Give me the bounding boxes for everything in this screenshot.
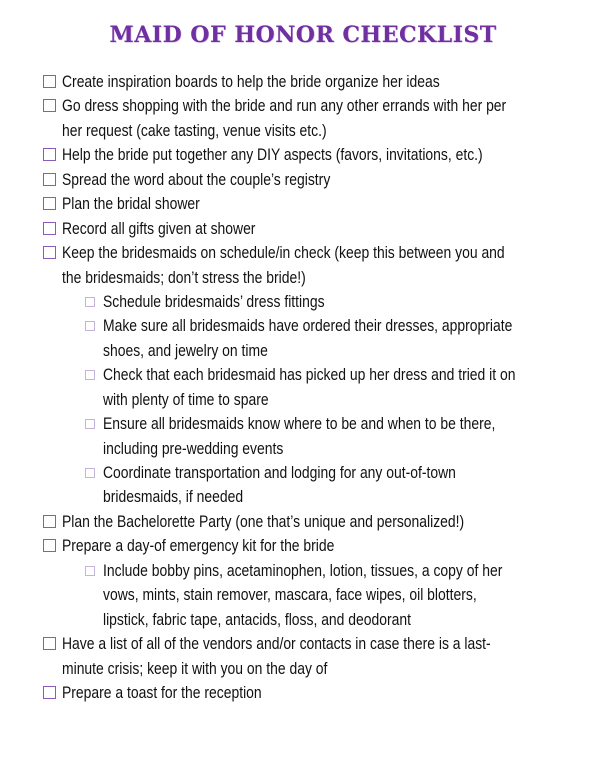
- checklist-item-text: lipstick, fabric tape, antacids, floss, and deodorant: [103, 610, 411, 629]
- checklist-item-line: [0, 168, 606, 192]
- checklist-item-text: Coordinate transportation and lodging for any out-of-town: [103, 464, 456, 482]
- checklist-item-text: Create inspiration boards to help the bride organize her ideas: [62, 73, 440, 91]
- checklist-subitem: [0, 559, 606, 632]
- checklist-item-text: bridesmaids, if needed: [103, 488, 244, 507]
- checklist-item: [0, 241, 606, 290]
- checklist-item: [0, 94, 606, 143]
- checklist-item-text: minute crisis; keep it with you on the day of: [62, 659, 328, 678]
- checklist-item-line: [0, 461, 606, 485]
- checklist-item-line: [0, 485, 606, 509]
- checklist-item-line: [0, 217, 606, 241]
- checklist-item-line: [0, 657, 606, 681]
- checklist-item-line: [0, 363, 606, 387]
- checklist-subitem: [0, 290, 606, 314]
- checklist-item-text: Go dress shopping with the bride and run any other errands with her per: [62, 97, 507, 116]
- checklist-title: MAID OF HONOR CHECKLIST: [109, 22, 497, 48]
- checklist-subitem: [0, 314, 606, 363]
- checklist-item-text: Have a list of all of the vendors and/or contacts in case there is a last-: [62, 635, 491, 654]
- checklist-item-text: Prepare a day-of emergency kit for the bride: [62, 537, 335, 556]
- checklist-item-text: Plan the Bachelorette Party (one that’s unique and personalized!): [62, 512, 465, 531]
- checklist-item-text: Plan the bridal shower: [62, 195, 200, 214]
- checklist-item-line: [0, 339, 606, 363]
- checklist-item-text: with plenty of time to spare: [103, 390, 269, 409]
- checkbox-icon[interactable]: [43, 148, 56, 161]
- checklist-item-line: [0, 119, 606, 143]
- checklist-item-line: [0, 314, 606, 338]
- checkbox-icon[interactable]: [43, 197, 56, 210]
- checklist-item: [0, 192, 606, 216]
- checklist-item-line: [0, 437, 606, 461]
- checklist-item: [0, 70, 606, 94]
- checklist-item-text: Record all gifts given at shower: [62, 219, 256, 238]
- checklist-item: [0, 143, 606, 167]
- checklist-item-line: [0, 681, 606, 705]
- checkbox-icon[interactable]: [85, 419, 95, 429]
- checkbox-icon[interactable]: [43, 222, 56, 235]
- checklist-item-line: [0, 608, 606, 632]
- checklist-item-text: Make sure all bridesmaids have ordered their dresses, appropriate: [103, 317, 513, 336]
- checklist-item: [0, 217, 606, 241]
- checklist-item-text: Schedule bridesmaids’ dress fittings: [103, 292, 325, 311]
- checklist-item-line: [0, 143, 606, 167]
- checklist-item: [0, 534, 606, 558]
- checklist-subitem: [0, 363, 606, 412]
- checkbox-icon[interactable]: [85, 370, 95, 380]
- checklist-item-text: Check that each bridesmaid has picked up her dress and tried it on: [103, 366, 516, 385]
- checklist-item-line: [0, 290, 606, 314]
- checklist-item-line: [0, 94, 606, 118]
- checklist-item-line: [0, 583, 606, 607]
- checkbox-icon[interactable]: [43, 539, 56, 552]
- checklist-item-line: [0, 266, 606, 290]
- checklist-item-text: vows, mints, stain remover, mascara, face wipes, oil blotters,: [103, 586, 477, 605]
- checklist-subitem: [0, 412, 606, 461]
- checklist-item-text: the bridesmaids; don’t stress the bride!): [62, 268, 306, 287]
- checkbox-icon[interactable]: [43, 75, 56, 88]
- checklist-item: [0, 632, 606, 681]
- checklist-item-text: Include bobby pins, acetaminophen, lotion, tissues, a copy of her: [103, 561, 503, 580]
- checkbox-icon[interactable]: [43, 246, 56, 259]
- checklist-item-text: Ensure all bridesmaids know where to be and when to be there,: [103, 415, 496, 434]
- checklist-item: [0, 168, 606, 192]
- checkbox-icon[interactable]: [43, 686, 56, 699]
- checklist-item: [0, 681, 606, 705]
- checkbox-icon[interactable]: [85, 297, 95, 307]
- checklist-item-text: Prepare a toast for the reception: [62, 683, 262, 702]
- checklist-item-line: [0, 510, 606, 534]
- checklist-item-line: [0, 534, 606, 558]
- checklist-item-line: [0, 632, 606, 656]
- checklist-item-line: [0, 192, 606, 216]
- checklist-item-text: Keep the bridesmaids on schedule/in check (keep this between you and: [62, 244, 505, 263]
- checklist-item-text: including pre-wedding events: [103, 439, 284, 458]
- checkbox-icon[interactable]: [43, 173, 56, 186]
- checkbox-icon[interactable]: [85, 468, 95, 478]
- checklist-item-text: shoes, and jewelry on time: [103, 341, 268, 360]
- checkbox-icon[interactable]: [43, 515, 56, 528]
- checklist-item-line: [0, 412, 606, 436]
- checklist-item-line: [0, 241, 606, 265]
- checklist-item-line: [0, 559, 606, 583]
- checkbox-icon[interactable]: [43, 637, 56, 650]
- checkbox-icon[interactable]: [43, 99, 56, 112]
- checklist-item-text: her request (cake tasting, venue visits etc.): [62, 121, 327, 140]
- checklist-subitem: [0, 461, 606, 510]
- checkbox-icon[interactable]: [85, 566, 95, 576]
- checklist: [0, 70, 606, 705]
- checkbox-icon[interactable]: [85, 321, 95, 331]
- checklist-item-text: Spread the word about the couple’s registry: [62, 170, 331, 189]
- checklist-item-line: [0, 388, 606, 412]
- checklist-item-text: Help the bride put together any DIY aspects (favors, invitations, etc.): [62, 146, 483, 165]
- checklist-item-line: [0, 70, 606, 94]
- checklist-item: [0, 510, 606, 534]
